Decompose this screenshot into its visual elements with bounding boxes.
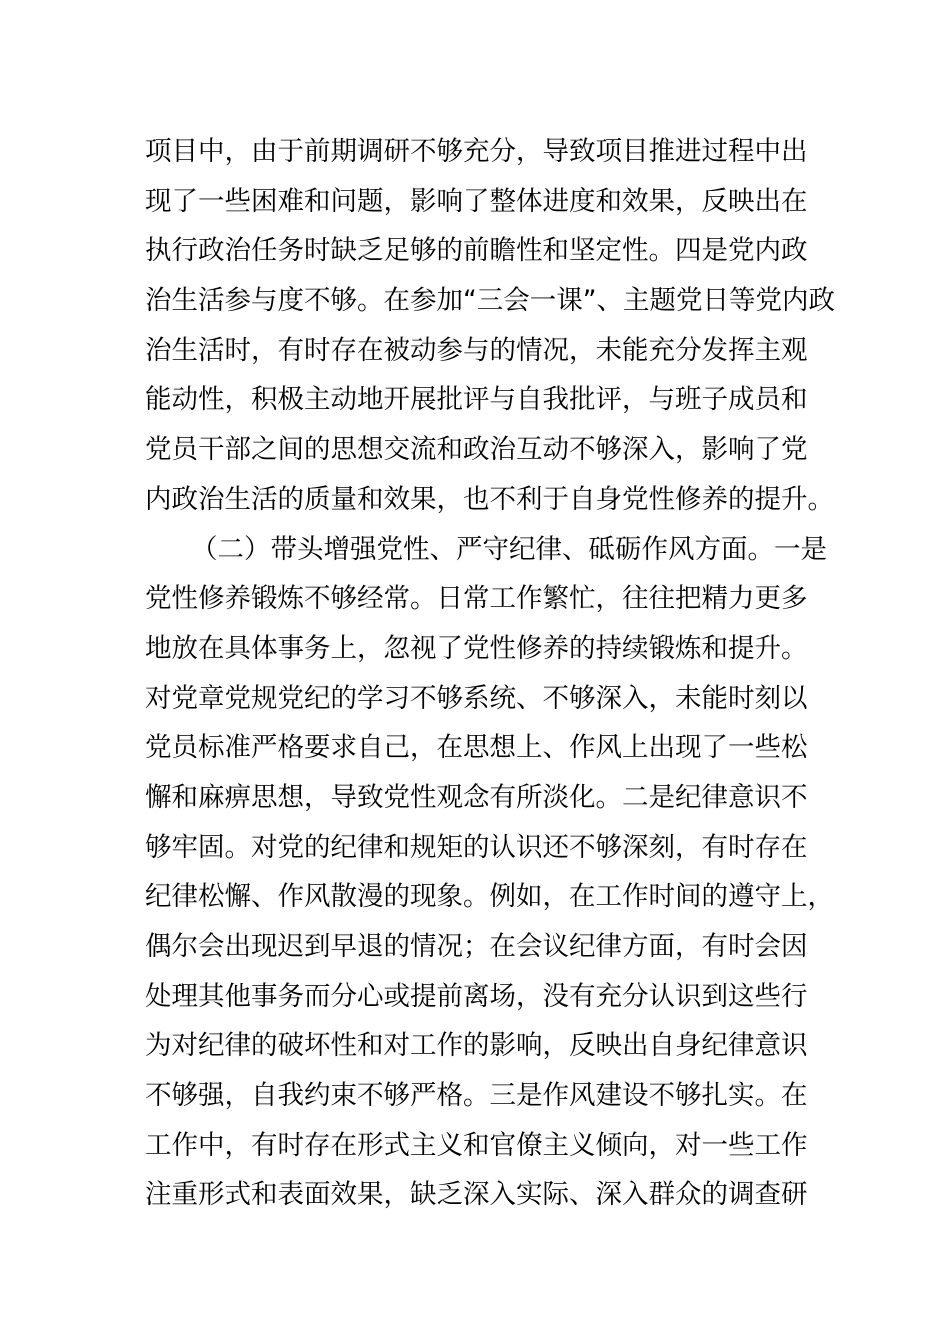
text-line: 党员标准严格要求自己，在思想上、作风上出现了一些松 (145, 732, 808, 764)
text-line: 处理其他事务而分心或提前离场，没有充分认识到这些行 (145, 980, 808, 1012)
text-line: 为对纪律的破坏性和对工作的影响，反映出自身纪律意识 (145, 1030, 808, 1062)
text-line: 项目中，由于前期调研不够充分，导致项目推进过程中出 (145, 136, 808, 167)
text-line: 懈和麻痹思想，导致党性观念有所淡化。二是纪律意识不 (145, 781, 808, 813)
text-line: 现了一些困难和问题，影响了整体进度和效果，反映出在 (145, 185, 808, 217)
text-line: 治生活参与度不够。在参加“三会一课”、主题党日等党内政 (145, 285, 835, 317)
text-line: 能动性，积极主动地开展批评与自我批评，与班子成员和 (145, 384, 808, 416)
text-line: 注重形式和表面效果，缺乏深入实际、深入群众的调查研 (145, 1179, 808, 1211)
text-line: 不够强，自我约束不够严格。三是作风建设不够扎实。在 (145, 1080, 808, 1112)
text-line: 党性修养锻炼不够经常。日常工作繁忙，往往把精力更多 (145, 583, 808, 615)
text-line: 纪律松懈、作风散漫的现象。例如，在工作时间的遵守上， (145, 881, 834, 913)
text-line: 地放在具体事务上，忽视了党性修养的持续锻炼和提升。 (145, 632, 808, 664)
text-line: 够牢固。对党的纪律和规矩的认识还不够深刻，有时存在 (145, 831, 808, 863)
body-text (145, 127, 835, 1220)
text-line: 偶尔会出现迟到早退的情况；在会议纪律方面，有时会因 (145, 931, 808, 962)
text-line: 治生活时，有时存在被动参与的情况，未能充分发挥主观 (145, 334, 808, 366)
text-line: 工作中，有时存在形式主义和官僚主义倾向，对一些工作 (145, 1129, 808, 1161)
section-heading-line: （二）带头增强党性、严守纪律、砥砺作风方面。一是 (191, 533, 827, 565)
text-line: 内政治生活的质量和效果，也不利于自身党性修养的提升。 (145, 483, 834, 515)
text-line: 对党章党规党纪的学习不够系统、不够深入，未能时刻以 (145, 682, 808, 714)
text-line: 党员干部之间的思想交流和政治互动不够深入，影响了党 (145, 434, 808, 466)
text-line: 执行政治任务时缺乏足够的前瞻性和坚定性。四是党内政 (145, 235, 808, 267)
